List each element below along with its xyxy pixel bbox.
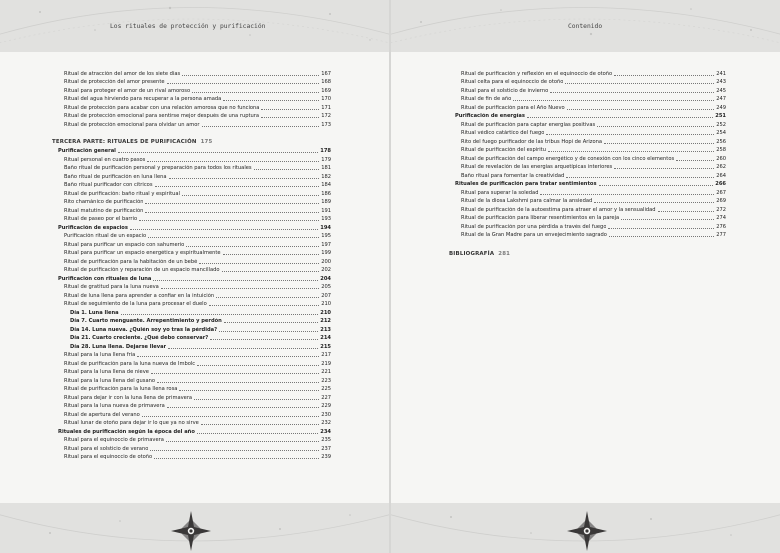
toc-entry-title: Ritual para la luna llena fría — [64, 352, 136, 358]
toc-page-number: 197 — [321, 241, 331, 248]
running-header-section: Contenido — [568, 23, 603, 30]
toc-entry-title: Ritual para superar la soledad — [461, 189, 539, 196]
toc-entry — [52, 393, 331, 402]
toc-entry-title: Ritual de purificación y reparación de un espacio mancillado — [64, 267, 220, 273]
toc-page-number: 221 — [321, 369, 331, 375]
toc-entry-title: Ritual de protección para acabar con una relación amorosa que no funciona — [64, 104, 260, 111]
toc-entry — [449, 154, 726, 163]
toc-entry-title: Ritual para el equinoccio de otoño — [64, 454, 153, 460]
toc-section-entry — [52, 274, 331, 283]
dot-leader — [546, 134, 714, 135]
toc-entry-title: Ritual matutino de purificación — [64, 207, 144, 214]
toc-entry — [449, 120, 726, 129]
toc-page-number: 260 — [716, 155, 726, 162]
dot-leader — [166, 441, 319, 442]
dot-leader — [151, 373, 319, 374]
dot-leader — [223, 254, 320, 255]
toc-entry — [52, 95, 331, 104]
toc-page-number: 186 — [321, 190, 331, 197]
toc-page-number: 212 — [320, 318, 331, 324]
toc-page-number: 269 — [716, 198, 726, 204]
toc-entry — [52, 189, 331, 198]
toc-entry-title: Baño ritual purificador con cítricos — [64, 182, 153, 188]
toc-page-number: 194 — [320, 224, 331, 231]
toc-subentry — [52, 308, 331, 317]
toc-page-number: 239 — [321, 454, 331, 460]
toc-page-number: 277 — [716, 232, 726, 238]
toc-entry — [52, 240, 331, 249]
toc-page-number: 210 — [320, 309, 331, 316]
dot-leader — [614, 168, 714, 169]
toc-page-number: 266 — [715, 181, 726, 187]
dot-leader — [223, 100, 319, 101]
toc-page-number: 274 — [716, 215, 726, 221]
toc-entry-title: Purificación con rituales de luna — [58, 275, 152, 282]
dot-leader — [604, 143, 714, 144]
toc-entry — [449, 197, 726, 206]
dot-leader — [137, 356, 319, 357]
toc-entry — [52, 283, 331, 292]
dot-leader — [201, 424, 319, 425]
dot-leader — [182, 75, 319, 76]
dot-leader — [192, 92, 319, 93]
toc-page-number: 193 — [321, 216, 331, 222]
toc-page-number: 191 — [321, 207, 331, 214]
toc-page-number: 181 — [321, 165, 331, 171]
toc-entry-title: Ritual de purificación para el Año Nuevo — [461, 104, 565, 111]
toc-page-number: 179 — [321, 156, 331, 163]
toc-entry — [449, 95, 726, 104]
toc-entry-title: Purificación general — [58, 148, 116, 154]
toc-section-entry — [52, 147, 331, 156]
toc-entry — [52, 232, 331, 241]
dot-leader — [548, 151, 714, 152]
toc-page-number: 173 — [321, 121, 331, 128]
toc-page-number: 251 — [715, 113, 726, 119]
dot-leader — [150, 450, 319, 451]
toc-page-number: 230 — [321, 411, 331, 418]
toc-page-number: 234 — [320, 428, 331, 435]
part-page: 175 — [200, 138, 213, 145]
toc-page-number: 229 — [321, 403, 331, 409]
toc-page-number: 214 — [320, 335, 331, 341]
toc-page-number: 195 — [321, 233, 331, 239]
dot-leader — [621, 219, 714, 220]
toc-page-number: 254 — [716, 130, 726, 136]
toc-page-number: 184 — [321, 182, 331, 188]
toc-entry-title: Día 14. Luna nueva. ¿Quién soy yo tras la pérdida? — [70, 326, 218, 333]
toc-entry — [52, 385, 331, 394]
toc-entry-title: Ritual de revelación de las energías arquetípicas interiores — [461, 164, 613, 170]
dot-leader — [550, 92, 714, 93]
toc-entry-title: Ritual de purificación de la autoestima para atraer el amor y la sensualidad — [461, 206, 656, 213]
running-header-title: Los rituales de protección y purificación — [110, 23, 266, 30]
toc-page-number: 252 — [716, 121, 726, 128]
toc-entry-title: Ritual para proteger el amor de un rival amoroso — [64, 87, 191, 94]
dot-leader — [599, 185, 714, 186]
dot-leader — [148, 237, 319, 238]
toc-page-number: 170 — [321, 96, 331, 102]
toc-page-number: 272 — [716, 206, 726, 213]
toc-entry — [449, 171, 726, 180]
toc-entry — [52, 164, 331, 173]
toc-page-number: 237 — [321, 445, 331, 452]
dot-leader — [168, 348, 318, 349]
toc-entry-title: Ritual de purificación del campo energético y de conexión con los cinco elementos — [461, 155, 675, 162]
toc-entry-title: Ritual de purificación para liberar resentimientos en la pareja — [461, 215, 620, 221]
toc-entry — [449, 129, 726, 138]
toc-entry — [449, 78, 726, 87]
compass-star-emblem-icon — [566, 510, 608, 552]
toc-entry-title: Ritual para la luna nueva de primavera — [64, 403, 165, 409]
dot-leader — [157, 382, 319, 383]
bibliography-page: 281 — [498, 251, 511, 257]
toc-entry — [449, 146, 726, 155]
toc-entry — [449, 163, 726, 172]
toc-subentry — [52, 342, 331, 351]
toc-entry — [52, 198, 331, 207]
toc-entry-title: Día 7. Cuarto menguante. Arrepentimiento y perdón — [70, 318, 222, 324]
toc-entry-title: Baño ritual para fomentar la creatividad — [461, 172, 565, 179]
toc-entry — [52, 257, 331, 266]
compass-star-emblem-icon — [170, 510, 212, 552]
toc-entry-title: Ritual de protección emocional para sentirse mejor después de una ruptura — [64, 113, 260, 119]
toc-entry — [52, 402, 331, 411]
dot-leader — [155, 186, 320, 187]
dot-leader — [199, 263, 319, 264]
toc-entry — [52, 112, 331, 121]
toc-entry-title: Ritual de gratitud para la luna nueva — [64, 284, 159, 290]
toc-page-number: 205 — [321, 284, 331, 290]
toc-entry-title: Baño ritual de purificación personal y preparación para todos los rituales — [64, 165, 252, 171]
toc-entry — [52, 359, 331, 368]
toc-page-number: 178 — [320, 148, 331, 154]
toc-page-number: 276 — [716, 223, 726, 230]
dot-leader — [513, 100, 714, 101]
toc-entry-title: Ritual celta para el equinoccio de otoño — [461, 79, 564, 85]
bibliography-heading — [449, 249, 726, 259]
toc-page-number: 225 — [321, 386, 331, 392]
toc-entry-title: Día 21. Cuarto creciente. ¿Qué debo conservar? — [70, 335, 209, 341]
toc-entry — [52, 69, 331, 78]
toc-page-number: 217 — [321, 352, 331, 358]
dot-leader — [197, 365, 319, 366]
toc-page-number: 199 — [321, 250, 331, 256]
dot-leader — [167, 407, 319, 408]
toc-entry-title: Rito chamánico de purificación — [64, 199, 144, 205]
toc-entry — [52, 351, 331, 360]
dot-leader — [167, 83, 320, 84]
toc-page-number: 200 — [321, 258, 331, 265]
dot-leader — [254, 169, 320, 170]
toc-entry — [449, 86, 726, 95]
toc-entry — [449, 222, 726, 231]
toc-page-number: 169 — [321, 87, 331, 94]
toc-entry — [52, 266, 331, 275]
dot-leader — [609, 236, 714, 237]
toc-entry-title: Ritual para el solsticio de verano — [64, 445, 149, 452]
toc-page-number: 207 — [321, 292, 331, 299]
toc-entry-title: Día 28. Luna llena. Dejarse llevar — [70, 343, 167, 350]
toc-entry-title: Ritual para purificar un espacio energética y espiritualmente — [64, 250, 221, 256]
dot-leader — [261, 117, 319, 118]
toc-entry — [449, 137, 726, 146]
toc-section-entry — [449, 180, 726, 189]
toc-entry-title: Ritual de atracción del amor de los siete días — [64, 70, 181, 77]
toc-entry-title: Ritual védico catártico del fuego — [461, 130, 545, 136]
toc-entry — [52, 368, 331, 377]
toc-entry-title: Ritual de purificación del espíritu — [461, 147, 546, 153]
part-title: TERCERA PARTE: RITUALES DE PURIFICACIÓN — [52, 138, 197, 145]
dot-leader — [540, 194, 714, 195]
dot-leader — [118, 152, 318, 153]
toc-entry — [52, 436, 331, 445]
toc-page-number: 262 — [716, 164, 726, 170]
dot-leader — [567, 109, 715, 110]
toc-page-number: 219 — [321, 360, 331, 367]
toc-page-number: 167 — [321, 70, 331, 77]
dot-leader — [202, 126, 320, 127]
table-of-contents-left — [52, 69, 331, 461]
toc-entry-title: Purificación de espacios — [58, 224, 128, 231]
toc-entry-title: Purificación de energías — [455, 113, 525, 119]
dot-leader — [565, 83, 714, 84]
toc-entry-title: Ritual de la Gran Madre para un envejecimiento sagrado — [461, 232, 607, 238]
left-page — [0, 0, 389, 553]
toc-entry — [52, 410, 331, 419]
toc-subentry — [52, 334, 331, 343]
toc-page-number: 171 — [321, 104, 331, 111]
toc-page-number: 241 — [716, 70, 726, 77]
toc-page-number: 264 — [716, 172, 726, 179]
dot-leader — [154, 458, 319, 459]
dot-leader — [594, 202, 714, 203]
toc-entry — [52, 172, 331, 181]
toc-page-number: 247 — [716, 96, 726, 102]
toc-page-number: 210 — [321, 301, 331, 307]
toc-entry-title: Ritual de purificación para la luna nueva de Imbolc — [64, 360, 196, 367]
toc-page-number: 245 — [716, 87, 726, 94]
toc-entry-title: Ritual para la luna llena de nieve — [64, 369, 149, 375]
toc-entry-title: Ritual de purificación por una pérdida a través del fuego — [461, 223, 607, 230]
toc-entry-title: Ritual de purificación para la habitación de un bebé — [64, 258, 198, 265]
dot-leader — [169, 178, 320, 179]
toc-entry — [52, 86, 331, 95]
table-of-contents-right — [449, 69, 726, 259]
dot-leader — [182, 195, 319, 196]
toc-entry-title: Ritual de paseo por el barrio — [64, 216, 138, 222]
toc-entry-title: Rito del fuego purificador de las tribus Hopi de Arizona — [461, 138, 603, 145]
toc-entry-title: Ritual para el equinoccio de primavera — [64, 437, 164, 443]
dot-leader — [209, 305, 319, 306]
toc-entry-title: Ritual para dejar ir con la luna llena de primavera — [64, 394, 193, 401]
dot-leader — [161, 288, 319, 289]
toc-page-number: 227 — [321, 394, 331, 401]
dot-leader — [197, 433, 318, 434]
toc-entry — [449, 103, 726, 112]
toc-entry-title: Ritual personal en cuatro pasos — [64, 156, 146, 163]
toc-entry-title: Rituales de purificación para tratar sentimientos — [455, 181, 597, 187]
toc-entry — [52, 155, 331, 164]
dot-leader — [130, 229, 318, 230]
dot-leader — [210, 339, 318, 340]
dot-leader — [142, 416, 319, 417]
dot-leader — [658, 211, 715, 212]
toc-entry — [52, 376, 331, 385]
toc-entry-title: Ritual de purificación para captar energías positivas — [461, 121, 596, 128]
toc-subentry — [52, 325, 331, 334]
toc-entry — [52, 444, 331, 453]
toc-page-number: 223 — [321, 377, 331, 384]
toc-entry — [52, 181, 331, 190]
toc-page-number: 168 — [321, 79, 331, 85]
toc-entry — [52, 300, 331, 309]
toc-page-number: 172 — [321, 113, 331, 119]
toc-page-number: 232 — [321, 420, 331, 426]
dot-leader — [224, 322, 318, 323]
dot-leader — [147, 161, 319, 162]
dot-leader — [194, 399, 319, 400]
toc-section-entry — [449, 112, 726, 121]
toc-section-entry — [52, 223, 331, 232]
toc-entry-title: Baño ritual de purificación en luna llena — [64, 173, 167, 180]
toc-entry — [52, 249, 331, 258]
dot-leader — [145, 212, 319, 213]
dot-leader — [179, 390, 319, 391]
toc-page-number: 256 — [716, 138, 726, 145]
toc-page-number: 267 — [716, 189, 726, 196]
toc-entry — [52, 215, 331, 224]
toc-page-number: 249 — [716, 104, 726, 111]
toc-entry-title: Ritual de purificación y reflexión en el equinoccio de otoño — [461, 70, 613, 77]
dot-leader — [121, 314, 319, 315]
toc-entry-title: Ritual lunar de otoño para dejar ir lo que ya no sirve — [64, 420, 199, 426]
toc-entry — [449, 69, 726, 78]
dot-leader — [566, 177, 714, 178]
toc-entry-title: Ritual de seguimiento de la luna para procesar el duelo — [64, 301, 207, 307]
toc-entry-title: Ritual de protección emocional para olvidar un amor — [64, 121, 200, 128]
toc-entry-title: Ritual para la luna llena del gusano — [64, 377, 156, 384]
toc-page-number: 213 — [320, 326, 331, 333]
bibliography-title: BIBLIOGRAFÍA — [449, 251, 495, 257]
toc-entry-title: Ritual de protección del amor presente — [64, 79, 165, 85]
right-page — [391, 0, 780, 553]
toc-entry — [52, 78, 331, 87]
toc-entry — [52, 206, 331, 215]
toc-entry-title: Ritual de fin de año — [461, 96, 512, 102]
dot-leader — [139, 220, 319, 221]
toc-page-number: 182 — [321, 173, 331, 180]
part-heading — [52, 137, 331, 147]
toc-entry-title: Ritual de la diosa Lakshmi para calmar la ansiedad — [461, 198, 593, 204]
toc-entry — [52, 291, 331, 300]
dot-leader — [145, 203, 319, 204]
dot-leader — [608, 228, 714, 229]
toc-entry — [449, 205, 726, 214]
toc-section-entry — [52, 427, 331, 436]
toc-page-number: 235 — [321, 437, 331, 443]
dot-leader — [186, 246, 319, 247]
toc-entry — [52, 120, 331, 129]
toc-entry — [52, 453, 331, 462]
toc-entry-title: Ritual para purificar un espacio con sahumerio — [64, 241, 185, 248]
toc-page-number: 189 — [321, 199, 331, 205]
toc-entry-title: Rituales de purificación según la época del año — [58, 428, 195, 435]
toc-entry — [449, 231, 726, 240]
toc-entry-title: Ritual de purificación para la luna llena rosa — [64, 386, 178, 392]
dot-leader — [614, 75, 714, 76]
dot-leader — [216, 297, 319, 298]
toc-entry-title: Ritual del agua hirviendo para recuperar a la persona amada — [64, 96, 222, 102]
toc-entry-title: Ritual de purificación: baño ritual y espiritual — [64, 190, 180, 197]
toc-page-number: 215 — [320, 343, 331, 350]
toc-entry-title: Ritual de luna llena para aprender a confiar en la intuición — [64, 292, 215, 299]
toc-page-number: 204 — [320, 275, 331, 282]
toc-page-number: 202 — [321, 267, 331, 273]
toc-entry-title: Purificación ritual de un espacio — [64, 233, 147, 239]
toc-subentry — [52, 317, 331, 326]
dot-leader — [222, 271, 320, 272]
dot-leader — [153, 280, 318, 281]
dot-leader — [597, 126, 714, 127]
dot-leader — [527, 117, 713, 118]
toc-entry — [52, 103, 331, 112]
toc-page-number: 258 — [716, 147, 726, 153]
toc-entry — [449, 214, 726, 223]
dot-leader — [676, 160, 714, 161]
toc-page-number: 243 — [716, 79, 726, 85]
toc-entry — [449, 188, 726, 197]
dot-leader — [261, 109, 319, 110]
toc-entry-title: Ritual para el solsticio de invierno — [461, 87, 549, 94]
toc-entry-title: Día 1. Luna llena — [70, 309, 119, 316]
toc-entry — [52, 419, 331, 428]
toc-entry-title: Ritual de apertura del verano — [64, 411, 140, 418]
dot-leader — [219, 331, 318, 332]
